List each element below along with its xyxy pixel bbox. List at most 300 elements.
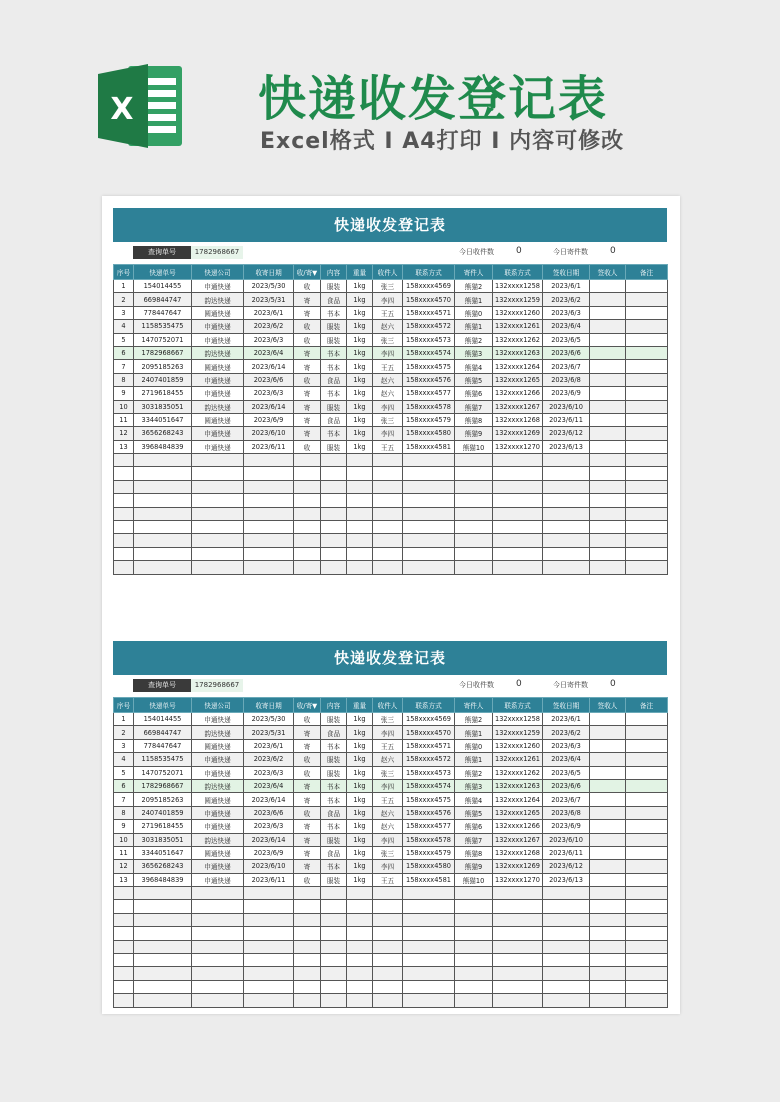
col-tracking-no-cell[interactable]: 1782968667 bbox=[134, 346, 192, 359]
col-direction-cell[interactable]: 寄 bbox=[294, 346, 321, 359]
col-recipient-phone-cell[interactable] bbox=[403, 467, 455, 480]
col-recipient-cell[interactable] bbox=[373, 454, 403, 467]
col-content-cell[interactable]: 食品 bbox=[321, 806, 347, 819]
col-weight-cell[interactable] bbox=[347, 534, 373, 547]
col-content-cell[interactable]: 食品 bbox=[321, 293, 347, 306]
col-courier-cell[interactable]: 圆通快递 bbox=[192, 793, 244, 806]
col-sign-date-cell[interactable]: 2023/6/1 bbox=[543, 713, 590, 726]
col-sender-phone-cell[interactable] bbox=[493, 887, 543, 900]
col-courier-cell[interactable] bbox=[192, 547, 244, 560]
col-recipient-phone-cell[interactable]: 158xxxx4569 bbox=[403, 713, 455, 726]
col-content-cell[interactable] bbox=[321, 547, 347, 560]
col-sign-date-cell[interactable]: 2023/6/8 bbox=[543, 373, 590, 386]
col-remark-cell[interactable] bbox=[626, 766, 668, 779]
col-courier-cell[interactable]: 韵达快递 bbox=[192, 779, 244, 792]
col-sender-cell[interactable] bbox=[455, 547, 493, 560]
col-content-cell[interactable]: 书本 bbox=[321, 779, 347, 792]
col-recipient-cell[interactable]: 张三 bbox=[373, 280, 403, 293]
col-remark-cell[interactable] bbox=[626, 306, 668, 319]
col-courier-cell[interactable] bbox=[192, 940, 244, 953]
col-recipient-cell[interactable] bbox=[373, 994, 403, 1007]
col-recipient-cell[interactable]: 张三 bbox=[373, 413, 403, 426]
col-recipient-phone-cell[interactable] bbox=[403, 547, 455, 560]
col-tracking-no-cell[interactable]: 154014455 bbox=[134, 280, 192, 293]
col-signer-cell[interactable] bbox=[590, 346, 626, 359]
col-direction-cell[interactable] bbox=[294, 494, 321, 507]
col-sender-cell[interactable] bbox=[455, 507, 493, 520]
col-courier-cell[interactable]: 申通快递 bbox=[192, 373, 244, 386]
query-input[interactable]: 1782968667 bbox=[191, 679, 243, 692]
col-weight-cell[interactable]: 1kg bbox=[347, 713, 373, 726]
col-date-cell[interactable]: 2023/5/31 bbox=[244, 726, 294, 739]
col-recipient-cell[interactable]: 赵六 bbox=[373, 806, 403, 819]
col-tracking-no-cell[interactable] bbox=[134, 494, 192, 507]
col-sender-cell[interactable]: 熊猫1 bbox=[455, 293, 493, 306]
col-signer-cell[interactable] bbox=[590, 480, 626, 493]
col-tracking-no-cell[interactable] bbox=[134, 521, 192, 534]
col-sender-cell[interactable]: 熊猫2 bbox=[455, 333, 493, 346]
col-recipient-phone-cell[interactable]: 158xxxx4575 bbox=[403, 360, 455, 373]
col-remark-cell[interactable] bbox=[626, 373, 668, 386]
col-tracking-no-cell[interactable]: 2719618455 bbox=[134, 820, 192, 833]
col-recipient-phone-cell[interactable] bbox=[403, 913, 455, 926]
col-sender-cell[interactable]: 熊猫0 bbox=[455, 739, 493, 752]
col-remark-cell[interactable] bbox=[626, 561, 668, 574]
col-sender-cell[interactable]: 熊猫7 bbox=[455, 833, 493, 846]
col-recipient-phone-cell[interactable]: 158xxxx4577 bbox=[403, 387, 455, 400]
col-courier-cell[interactable]: 韵达快递 bbox=[192, 400, 244, 413]
col-weight-cell[interactable] bbox=[347, 967, 373, 980]
col-index-cell[interactable]: 13 bbox=[114, 873, 134, 886]
col-sender-cell[interactable]: 熊猫1 bbox=[455, 726, 493, 739]
col-index-cell[interactable]: 7 bbox=[114, 793, 134, 806]
col-date-cell[interactable] bbox=[244, 521, 294, 534]
col-index-cell[interactable] bbox=[114, 927, 134, 940]
col-recipient-phone-cell[interactable] bbox=[403, 940, 455, 953]
col-recipient-phone-cell[interactable]: 158xxxx4570 bbox=[403, 293, 455, 306]
col-remark-cell[interactable] bbox=[626, 873, 668, 886]
col-content-cell[interactable]: 服装 bbox=[321, 440, 347, 453]
col-courier-cell[interactable] bbox=[192, 561, 244, 574]
col-courier-cell[interactable] bbox=[192, 521, 244, 534]
col-recipient-phone-cell[interactable] bbox=[403, 507, 455, 520]
col-courier-cell[interactable] bbox=[192, 967, 244, 980]
col-content-cell[interactable] bbox=[321, 954, 347, 967]
col-recipient-cell[interactable] bbox=[373, 561, 403, 574]
col-remark-cell[interactable] bbox=[626, 521, 668, 534]
col-sender-phone-cell[interactable]: 132xxxx1258 bbox=[493, 280, 543, 293]
col-index-cell[interactable]: 9 bbox=[114, 820, 134, 833]
col-recipient-cell[interactable] bbox=[373, 467, 403, 480]
col-signer-cell[interactable] bbox=[590, 427, 626, 440]
col-index-cell[interactable] bbox=[114, 507, 134, 520]
col-content-cell[interactable] bbox=[321, 994, 347, 1007]
col-direction-cell[interactable]: 收 bbox=[294, 333, 321, 346]
col-recipient-phone-cell[interactable] bbox=[403, 480, 455, 493]
col-remark-cell[interactable] bbox=[626, 753, 668, 766]
col-recipient-phone-cell[interactable]: 158xxxx4579 bbox=[403, 846, 455, 859]
col-signer-cell[interactable] bbox=[590, 293, 626, 306]
col-date-cell[interactable] bbox=[244, 940, 294, 953]
col-sender-phone-cell[interactable]: 132xxxx1267 bbox=[493, 400, 543, 413]
col-sign-date-cell[interactable] bbox=[543, 547, 590, 560]
col-recipient-phone-cell[interactable]: 158xxxx4577 bbox=[403, 820, 455, 833]
col-sign-date-cell[interactable]: 2023/6/1 bbox=[543, 280, 590, 293]
col-remark-cell[interactable] bbox=[626, 806, 668, 819]
col-recipient-phone-cell[interactable]: 158xxxx4580 bbox=[403, 427, 455, 440]
col-sender-phone-cell[interactable]: 132xxxx1266 bbox=[493, 820, 543, 833]
col-sender-cell[interactable]: 熊猫0 bbox=[455, 306, 493, 319]
col-courier-cell[interactable] bbox=[192, 454, 244, 467]
col-date-cell[interactable]: 2023/6/3 bbox=[244, 820, 294, 833]
col-tracking-no-cell[interactable]: 1470752071 bbox=[134, 333, 192, 346]
col-remark-cell[interactable] bbox=[626, 779, 668, 792]
col-date-cell[interactable]: 2023/6/3 bbox=[244, 766, 294, 779]
col-weight-cell[interactable]: 1kg bbox=[347, 846, 373, 859]
col-index-cell[interactable] bbox=[114, 887, 134, 900]
col-signer-cell[interactable] bbox=[590, 467, 626, 480]
col-tracking-no-cell[interactable]: 3031835051 bbox=[134, 833, 192, 846]
col-sign-date-cell[interactable]: 2023/6/2 bbox=[543, 293, 590, 306]
col-remark-cell[interactable] bbox=[626, 413, 668, 426]
col-weight-cell[interactable]: 1kg bbox=[347, 306, 373, 319]
col-recipient-phone-cell[interactable] bbox=[403, 534, 455, 547]
col-sender-phone-cell[interactable]: 132xxxx1267 bbox=[493, 833, 543, 846]
col-weight-cell[interactable]: 1kg bbox=[347, 793, 373, 806]
col-signer-cell[interactable] bbox=[590, 547, 626, 560]
col-sender-phone-cell[interactable] bbox=[493, 467, 543, 480]
col-courier-cell[interactable] bbox=[192, 954, 244, 967]
col-recipient-phone-cell[interactable]: 158xxxx4574 bbox=[403, 346, 455, 359]
col-recipient-cell[interactable]: 张三 bbox=[373, 766, 403, 779]
col-recipient-cell[interactable] bbox=[373, 967, 403, 980]
query-input[interactable]: 1782968667 bbox=[191, 246, 243, 259]
col-date-cell[interactable] bbox=[244, 887, 294, 900]
col-date-cell[interactable]: 2023/6/14 bbox=[244, 833, 294, 846]
col-recipient-cell[interactable] bbox=[373, 494, 403, 507]
col-sender-phone-cell[interactable]: 132xxxx1266 bbox=[493, 387, 543, 400]
col-sign-date-cell[interactable]: 2023/6/10 bbox=[543, 400, 590, 413]
col-remark-cell[interactable] bbox=[626, 913, 668, 926]
col-content-cell[interactable] bbox=[321, 561, 347, 574]
col-recipient-cell[interactable] bbox=[373, 507, 403, 520]
col-weight-cell[interactable]: 1kg bbox=[347, 280, 373, 293]
col-date-cell[interactable]: 2023/6/14 bbox=[244, 360, 294, 373]
col-weight-cell[interactable]: 1kg bbox=[347, 820, 373, 833]
col-sender-phone-cell[interactable]: 132xxxx1262 bbox=[493, 333, 543, 346]
col-direction-cell[interactable]: 寄 bbox=[294, 833, 321, 846]
col-sender-cell[interactable] bbox=[455, 480, 493, 493]
col-recipient-phone-cell[interactable]: 158xxxx4576 bbox=[403, 373, 455, 386]
col-sender-phone-cell[interactable] bbox=[493, 507, 543, 520]
col-date-cell[interactable]: 2023/6/4 bbox=[244, 779, 294, 792]
col-content-cell[interactable] bbox=[321, 454, 347, 467]
col-recipient-phone-cell[interactable] bbox=[403, 954, 455, 967]
col-content-cell[interactable]: 书本 bbox=[321, 360, 347, 373]
col-direction-cell[interactable]: 收 bbox=[294, 713, 321, 726]
col-recipient-cell[interactable] bbox=[373, 900, 403, 913]
col-sender-phone-cell[interactable]: 132xxxx1268 bbox=[493, 846, 543, 859]
col-date-cell[interactable] bbox=[244, 980, 294, 993]
col-tracking-no-cell[interactable]: 3344051647 bbox=[134, 846, 192, 859]
col-sender-phone-cell[interactable]: 132xxxx1262 bbox=[493, 766, 543, 779]
col-direction-cell[interactable]: 寄 bbox=[294, 726, 321, 739]
col-recipient-cell[interactable]: 李四 bbox=[373, 293, 403, 306]
col-remark-cell[interactable] bbox=[626, 713, 668, 726]
col-signer-cell[interactable] bbox=[590, 887, 626, 900]
col-sender-phone-cell[interactable] bbox=[493, 980, 543, 993]
col-direction-cell[interactable]: 寄 bbox=[294, 846, 321, 859]
col-sender-phone-cell[interactable] bbox=[493, 547, 543, 560]
col-direction-cell[interactable] bbox=[294, 927, 321, 940]
col-index-cell[interactable]: 5 bbox=[114, 333, 134, 346]
col-recipient-cell[interactable]: 王五 bbox=[373, 793, 403, 806]
col-sign-date-cell[interactable]: 2023/6/2 bbox=[543, 726, 590, 739]
col-index-cell[interactable]: 12 bbox=[114, 860, 134, 873]
col-direction-cell[interactable]: 寄 bbox=[294, 387, 321, 400]
col-date-cell[interactable]: 2023/6/14 bbox=[244, 400, 294, 413]
col-direction-cell[interactable]: 收 bbox=[294, 806, 321, 819]
col-signer-cell[interactable] bbox=[590, 806, 626, 819]
col-sender-phone-cell[interactable] bbox=[493, 967, 543, 980]
col-index-cell[interactable]: 11 bbox=[114, 413, 134, 426]
col-tracking-no-cell[interactable]: 1158535475 bbox=[134, 753, 192, 766]
col-sign-date-cell[interactable]: 2023/6/5 bbox=[543, 766, 590, 779]
col-courier-cell[interactable]: 申通快递 bbox=[192, 333, 244, 346]
col-tracking-no-cell[interactable] bbox=[134, 954, 192, 967]
col-date-cell[interactable]: 2023/5/30 bbox=[244, 280, 294, 293]
col-content-cell[interactable]: 服装 bbox=[321, 833, 347, 846]
col-weight-cell[interactable]: 1kg bbox=[347, 779, 373, 792]
col-weight-cell[interactable] bbox=[347, 887, 373, 900]
col-sign-date-cell[interactable]: 2023/6/7 bbox=[543, 793, 590, 806]
col-sender-cell[interactable]: 熊猫6 bbox=[455, 387, 493, 400]
col-sign-date-cell[interactable] bbox=[543, 994, 590, 1007]
col-date-cell[interactable] bbox=[244, 927, 294, 940]
col-sign-date-cell[interactable] bbox=[543, 561, 590, 574]
col-sender-cell[interactable]: 熊猫3 bbox=[455, 346, 493, 359]
col-recipient-phone-cell[interactable]: 158xxxx4578 bbox=[403, 400, 455, 413]
col-recipient-cell[interactable] bbox=[373, 887, 403, 900]
col-signer-cell[interactable] bbox=[590, 994, 626, 1007]
col-sender-cell[interactable]: 熊猫5 bbox=[455, 373, 493, 386]
col-content-cell[interactable]: 书本 bbox=[321, 793, 347, 806]
col-recipient-cell[interactable]: 李四 bbox=[373, 833, 403, 846]
col-direction-cell[interactable] bbox=[294, 994, 321, 1007]
col-sender-phone-cell[interactable]: 132xxxx1269 bbox=[493, 860, 543, 873]
col-weight-cell[interactable] bbox=[347, 940, 373, 953]
col-tracking-no-cell[interactable]: 3656268243 bbox=[134, 860, 192, 873]
col-remark-cell[interactable] bbox=[626, 400, 668, 413]
col-direction-cell[interactable] bbox=[294, 534, 321, 547]
col-date-cell[interactable]: 2023/6/11 bbox=[244, 873, 294, 886]
col-courier-cell[interactable] bbox=[192, 900, 244, 913]
col-index-cell[interactable]: 7 bbox=[114, 360, 134, 373]
col-index-cell[interactable]: 4 bbox=[114, 753, 134, 766]
col-recipient-phone-cell[interactable]: 158xxxx4573 bbox=[403, 766, 455, 779]
col-content-cell[interactable]: 服装 bbox=[321, 280, 347, 293]
col-index-cell[interactable]: 12 bbox=[114, 427, 134, 440]
col-direction-cell[interactable]: 寄 bbox=[294, 293, 321, 306]
col-recipient-cell[interactable]: 李四 bbox=[373, 726, 403, 739]
col-tracking-no-cell[interactable]: 2407401859 bbox=[134, 806, 192, 819]
col-index-cell[interactable]: 2 bbox=[114, 726, 134, 739]
col-sign-date-cell[interactable] bbox=[543, 507, 590, 520]
col-content-cell[interactable] bbox=[321, 521, 347, 534]
col-sender-cell[interactable] bbox=[455, 967, 493, 980]
col-courier-cell[interactable]: 圆通快递 bbox=[192, 306, 244, 319]
col-sender-phone-cell[interactable]: 132xxxx1260 bbox=[493, 739, 543, 752]
col-courier-cell[interactable]: 圆通快递 bbox=[192, 739, 244, 752]
col-sender-cell[interactable]: 熊猫1 bbox=[455, 753, 493, 766]
col-courier-cell[interactable]: 申通快递 bbox=[192, 440, 244, 453]
col-sender-phone-cell[interactable]: 132xxxx1270 bbox=[493, 440, 543, 453]
col-content-cell[interactable]: 书本 bbox=[321, 387, 347, 400]
col-recipient-phone-cell[interactable]: 158xxxx4575 bbox=[403, 793, 455, 806]
col-recipient-cell[interactable] bbox=[373, 534, 403, 547]
col-index-cell[interactable] bbox=[114, 994, 134, 1007]
col-tracking-no-cell[interactable] bbox=[134, 561, 192, 574]
col-index-cell[interactable]: 3 bbox=[114, 739, 134, 752]
col-date-cell[interactable] bbox=[244, 454, 294, 467]
col-sender-cell[interactable] bbox=[455, 940, 493, 953]
col-sign-date-cell[interactable]: 2023/6/12 bbox=[543, 427, 590, 440]
col-remark-cell[interactable] bbox=[626, 887, 668, 900]
col-sender-phone-cell[interactable]: 132xxxx1265 bbox=[493, 806, 543, 819]
col-date-cell[interactable] bbox=[244, 547, 294, 560]
col-sender-cell[interactable] bbox=[455, 927, 493, 940]
col-sender-cell[interactable]: 熊猫10 bbox=[455, 440, 493, 453]
col-sender-phone-cell[interactable] bbox=[493, 494, 543, 507]
col-date-cell[interactable]: 2023/6/6 bbox=[244, 806, 294, 819]
col-tracking-no-cell[interactable] bbox=[134, 887, 192, 900]
col-sender-cell[interactable] bbox=[455, 521, 493, 534]
col-recipient-cell[interactable] bbox=[373, 913, 403, 926]
col-direction-cell[interactable] bbox=[294, 940, 321, 953]
col-recipient-cell[interactable]: 张三 bbox=[373, 846, 403, 859]
col-index-cell[interactable]: 10 bbox=[114, 833, 134, 846]
col-recipient-cell[interactable] bbox=[373, 927, 403, 940]
col-recipient-phone-cell[interactable] bbox=[403, 980, 455, 993]
col-content-cell[interactable]: 服装 bbox=[321, 766, 347, 779]
col-sender-phone-cell[interactable] bbox=[493, 954, 543, 967]
col-sender-cell[interactable]: 熊猫2 bbox=[455, 713, 493, 726]
col-date-cell[interactable] bbox=[244, 913, 294, 926]
col-content-cell[interactable]: 服装 bbox=[321, 873, 347, 886]
col-index-cell[interactable]: 8 bbox=[114, 806, 134, 819]
col-signer-cell[interactable] bbox=[590, 440, 626, 453]
col-sender-cell[interactable]: 熊猫8 bbox=[455, 413, 493, 426]
col-recipient-phone-cell[interactable] bbox=[403, 494, 455, 507]
col-tracking-no-cell[interactable]: 3031835051 bbox=[134, 400, 192, 413]
col-weight-cell[interactable]: 1kg bbox=[347, 320, 373, 333]
col-direction-cell[interactable] bbox=[294, 967, 321, 980]
col-weight-cell[interactable] bbox=[347, 561, 373, 574]
col-sign-date-cell[interactable] bbox=[543, 913, 590, 926]
col-date-cell[interactable] bbox=[244, 480, 294, 493]
col-courier-cell[interactable]: 韵达快递 bbox=[192, 833, 244, 846]
col-sender-phone-cell[interactable]: 132xxxx1258 bbox=[493, 713, 543, 726]
col-courier-cell[interactable]: 申通快递 bbox=[192, 873, 244, 886]
col-index-cell[interactable]: 11 bbox=[114, 846, 134, 859]
col-remark-cell[interactable] bbox=[626, 427, 668, 440]
col-recipient-phone-cell[interactable] bbox=[403, 967, 455, 980]
col-signer-cell[interactable] bbox=[590, 561, 626, 574]
col-remark-cell[interactable] bbox=[626, 793, 668, 806]
col-signer-cell[interactable] bbox=[590, 726, 626, 739]
col-weight-cell[interactable]: 1kg bbox=[347, 346, 373, 359]
col-recipient-phone-cell[interactable]: 158xxxx4569 bbox=[403, 280, 455, 293]
col-sender-cell[interactable] bbox=[455, 900, 493, 913]
col-sender-cell[interactable] bbox=[455, 980, 493, 993]
col-remark-cell[interactable] bbox=[626, 293, 668, 306]
col-tracking-no-cell[interactable] bbox=[134, 980, 192, 993]
col-signer-cell[interactable] bbox=[590, 534, 626, 547]
col-sender-phone-cell[interactable]: 132xxxx1260 bbox=[493, 306, 543, 319]
col-recipient-phone-cell[interactable]: 158xxxx4574 bbox=[403, 779, 455, 792]
col-sender-phone-cell[interactable] bbox=[493, 940, 543, 953]
col-recipient-phone-cell[interactable]: 158xxxx4571 bbox=[403, 306, 455, 319]
col-direction-cell[interactable] bbox=[294, 913, 321, 926]
col-courier-cell[interactable]: 圆通快递 bbox=[192, 413, 244, 426]
col-content-cell[interactable]: 食品 bbox=[321, 373, 347, 386]
col-remark-cell[interactable] bbox=[626, 900, 668, 913]
col-signer-cell[interactable] bbox=[590, 833, 626, 846]
col-tracking-no-cell[interactable]: 1470752071 bbox=[134, 766, 192, 779]
col-sender-cell[interactable]: 熊猫8 bbox=[455, 846, 493, 859]
col-index-cell[interactable] bbox=[114, 561, 134, 574]
col-index-cell[interactable] bbox=[114, 454, 134, 467]
col-index-cell[interactable] bbox=[114, 940, 134, 953]
col-content-cell[interactable] bbox=[321, 507, 347, 520]
col-sender-cell[interactable] bbox=[455, 561, 493, 574]
col-sender-phone-cell[interactable]: 132xxxx1264 bbox=[493, 360, 543, 373]
col-weight-cell[interactable] bbox=[347, 480, 373, 493]
col-signer-cell[interactable] bbox=[590, 873, 626, 886]
col-sender-cell[interactable]: 熊猫9 bbox=[455, 427, 493, 440]
col-weight-cell[interactable]: 1kg bbox=[347, 333, 373, 346]
col-sender-cell[interactable] bbox=[455, 467, 493, 480]
col-index-cell[interactable] bbox=[114, 900, 134, 913]
col-content-cell[interactable] bbox=[321, 967, 347, 980]
col-index-cell[interactable] bbox=[114, 980, 134, 993]
col-date-cell[interactable]: 2023/6/9 bbox=[244, 846, 294, 859]
col-recipient-cell[interactable]: 王五 bbox=[373, 440, 403, 453]
col-recipient-cell[interactable]: 赵六 bbox=[373, 820, 403, 833]
col-weight-cell[interactable]: 1kg bbox=[347, 427, 373, 440]
col-weight-cell[interactable]: 1kg bbox=[347, 387, 373, 400]
col-sender-phone-cell[interactable] bbox=[493, 900, 543, 913]
col-recipient-phone-cell[interactable] bbox=[403, 454, 455, 467]
col-content-cell[interactable]: 书本 bbox=[321, 346, 347, 359]
col-sign-date-cell[interactable]: 2023/6/6 bbox=[543, 779, 590, 792]
col-content-cell[interactable]: 书本 bbox=[321, 860, 347, 873]
col-remark-cell[interactable] bbox=[626, 547, 668, 560]
col-sign-date-cell[interactable] bbox=[543, 521, 590, 534]
col-direction-cell[interactable]: 收 bbox=[294, 320, 321, 333]
col-direction-cell[interactable]: 收 bbox=[294, 753, 321, 766]
col-direction-cell[interactable]: 寄 bbox=[294, 360, 321, 373]
col-weight-cell[interactable] bbox=[347, 913, 373, 926]
col-courier-cell[interactable]: 申通快递 bbox=[192, 766, 244, 779]
col-content-cell[interactable]: 服装 bbox=[321, 713, 347, 726]
col-courier-cell[interactable] bbox=[192, 507, 244, 520]
col-signer-cell[interactable] bbox=[590, 846, 626, 859]
col-sender-cell[interactable]: 熊猫5 bbox=[455, 806, 493, 819]
col-date-cell[interactable]: 2023/6/9 bbox=[244, 413, 294, 426]
col-recipient-phone-cell[interactable]: 158xxxx4572 bbox=[403, 320, 455, 333]
col-recipient-cell[interactable]: 李四 bbox=[373, 779, 403, 792]
